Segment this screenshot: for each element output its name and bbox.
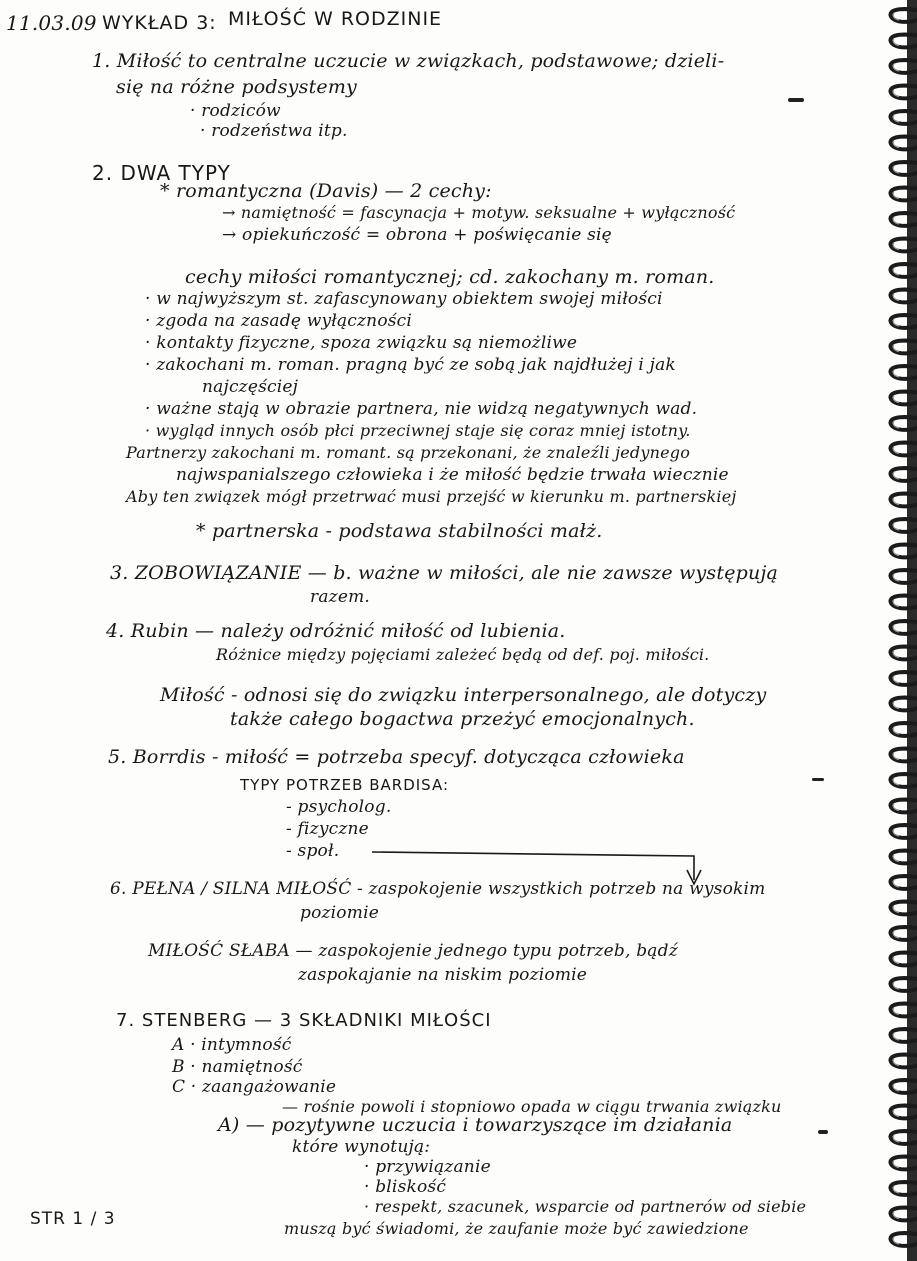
note-line: 4. Rubin — należy odróżnić miłość od lubienia. bbox=[106, 620, 566, 642]
ink-dash bbox=[818, 1130, 828, 1134]
note-line: · zakochani m. roman. pragną być ze sobą jak najdłużej i jak bbox=[145, 355, 676, 375]
note-line: * romantyczna (Davis) — 2 cechy: bbox=[160, 180, 492, 202]
spiral-binding-icon bbox=[847, 0, 917, 1261]
page-number: STR 1 / 3 bbox=[30, 1209, 116, 1229]
note-line: najczęściej bbox=[202, 377, 299, 397]
note-line: zaspokajanie na niskim poziomie bbox=[298, 965, 588, 985]
header-topic: MIŁOŚĆ W RODZINIE bbox=[228, 8, 443, 30]
note-line: najwspanialszego człowieka i że miłość będzie trwała wiecznie bbox=[176, 465, 729, 485]
note-line: · zgoda na zasadę wyłączności bbox=[145, 311, 413, 331]
note-line: · rodzeństwa itp. bbox=[200, 121, 348, 141]
note-line: muszą być świadomi, że zaufanie może być zawiedzione bbox=[284, 1219, 749, 1238]
note-line: - fizyczne bbox=[286, 819, 369, 839]
header-date: 11.03.09 bbox=[6, 11, 97, 35]
note-line: · respekt, szacunek, wsparcie od partnerów od siebie bbox=[364, 1197, 807, 1216]
note-line: 5. Borrdis - miłość = potrzeba specyf. dotycząca człowieka bbox=[108, 746, 685, 768]
note-line: Aby ten związek mógł przetrwać musi przejść w kierunku m. partnerskiej bbox=[126, 487, 737, 506]
note-line: · w najwyższym st. zafascynowany obiektem swojej miłości bbox=[145, 289, 663, 309]
note-line: które wynotują: bbox=[292, 1137, 431, 1157]
note-line: C · zaangażowanie bbox=[172, 1077, 337, 1097]
note-line: - psycholog. bbox=[286, 797, 392, 817]
note-line: · bliskość bbox=[364, 1177, 447, 1197]
note-line: · przywiązanie bbox=[364, 1157, 491, 1177]
note-line: Różnice między pojęciami zależeć będą od def. poj. miłości. bbox=[216, 645, 710, 664]
note-line: 1. Miłość to centralne uczucie w związkach, podstawowe; dzieli- bbox=[92, 50, 725, 72]
note-line: A) — pozytywne uczucia i towarzyszące im działania bbox=[218, 1114, 733, 1136]
note-line: B · namiętność bbox=[172, 1057, 303, 1077]
note-line: Miłość - odnosi się do związku interpersonalnego, ale dotyczy bbox=[160, 684, 767, 706]
note-line: się na różne podsystemy bbox=[116, 76, 357, 98]
note-line: · ważne stają w obrazie partnera, nie widzą negatywnych wad. bbox=[145, 399, 698, 419]
note-line: → namiętność = fascynacja + motyw. seksualne + wyłączność bbox=[222, 203, 736, 222]
note-line: — rośnie powoli i stopniowo opada w ciągu trwania związku bbox=[282, 1097, 782, 1116]
note-line: razem. bbox=[310, 587, 371, 607]
note-line: · wygląd innych osób płci przeciwnej staje się coraz mniej istotny. bbox=[145, 421, 691, 440]
note-line: MIŁOŚĆ SŁABA — zaspokojenie jednego typu potrzeb, bądź bbox=[148, 941, 678, 961]
section-heading: 2. DWA TYPY bbox=[92, 161, 231, 185]
note-line: cechy miłości romantycznej; cd. zakochany m. roman. bbox=[185, 266, 715, 288]
note-line: - społ. bbox=[286, 841, 340, 861]
note-line: także całego bogactwa przeżyć emocjonalnych. bbox=[230, 708, 695, 730]
ink-dash bbox=[788, 98, 804, 102]
note-line: * partnerska - podstawa stabilności małż. bbox=[196, 520, 603, 542]
note-line: · rodziców bbox=[190, 101, 281, 121]
note-line: 6. PEŁNA / SILNA MIŁOŚĆ - zaspokojenie wszystkich potrzeb na wysokim bbox=[110, 879, 766, 899]
note-line: 3. ZOBOWIĄZANIE — b. ważne w miłości, ale nie zawsze występują bbox=[110, 562, 779, 584]
section-heading: 7. STENBERG — 3 SKŁADNIKI MIŁOŚCI bbox=[116, 1010, 492, 1031]
note-line: poziomie bbox=[300, 903, 379, 923]
note-line: → opiekuńczość = obrona + poświęcanie się bbox=[222, 225, 612, 245]
header-lecture: WYKŁAD 3: bbox=[102, 12, 217, 34]
note-line: TYPY POTRZEB BARDISA: bbox=[240, 776, 450, 794]
note-line: Partnerzy zakochani m. romant. są przekonani, że znaleźli jedynego bbox=[126, 443, 691, 462]
note-line: · kontakty fizyczne, spoza związku są niemożliwe bbox=[145, 333, 578, 353]
ink-dash bbox=[812, 778, 824, 781]
note-line: A · intymność bbox=[172, 1035, 292, 1055]
